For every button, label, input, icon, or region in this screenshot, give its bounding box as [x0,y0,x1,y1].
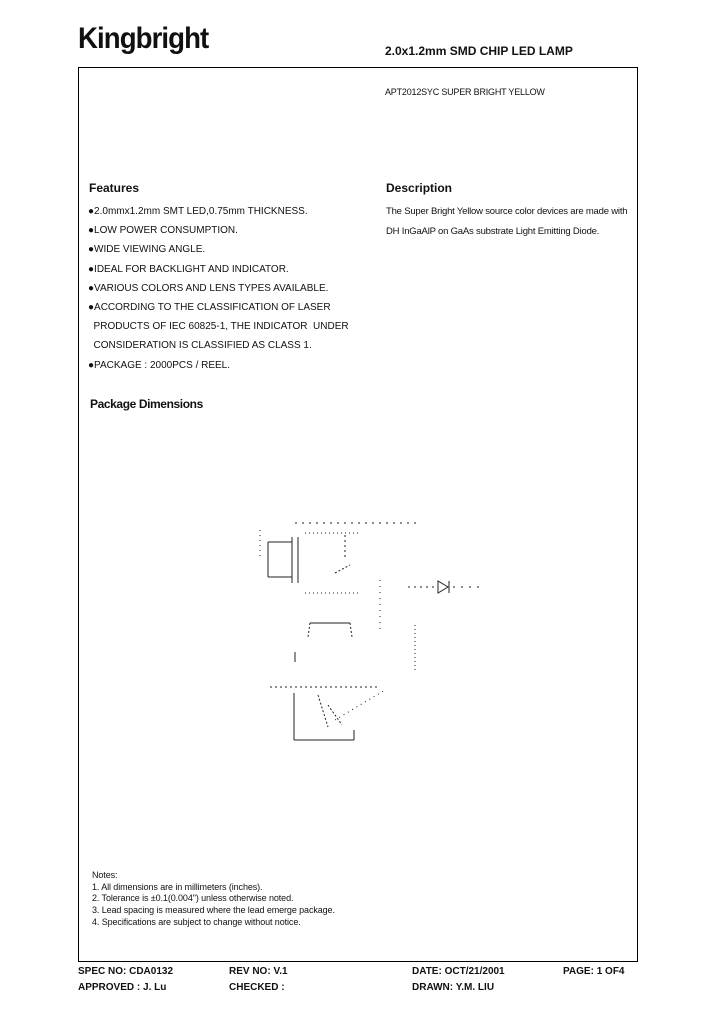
package-dimension-drawing [250,505,500,750]
description-text: The Super Bright Yellow source color devices are made with DH InGaAlP on GaAs substrate Light Emitting Diode. [386,206,628,237]
revision-number: REV NO: V.1 [229,966,288,977]
features-list [88,202,349,375]
note-item: 3. Lead spacing is measured where the lead emerge package. [92,905,335,916]
notes-heading: Notes: [92,870,118,880]
checked-by: CHECKED : [229,982,285,993]
feature-item: ●VARIOUS COLORS AND LENS TYPES AVAILABLE. [88,282,329,294]
feature-item: ●2.0mmx1.2mm SMT LED,0.75mm THICKNESS. [88,206,308,217]
drawn-by: DRAWN: Y.M. LIU [412,982,495,993]
note-item: 2. Tolerance is ±0.1(0.004") unless otherwise noted. [92,893,294,904]
page-number: PAGE: 1 OF4 [563,966,625,977]
notes [92,870,335,929]
note-item: 4. Specifications are subject to change without notice. [92,916,301,927]
feature-item: ●LOW POWER CONSUMPTION. [88,225,238,237]
feature-item: ●ACCORDING TO THE CLASSIFICATION OF LASER [88,302,331,314]
approved-by: APPROVED : J. Lu [78,982,167,993]
description-heading: Description [386,181,453,195]
feature-item: CONSIDERATION IS CLASSIFIED AS CLASS 1. [88,340,312,352]
document-title: 2.0x1.2mm SMD CHIP LED LAMP [385,44,573,58]
feature-item: ●WIDE VIEWING ANGLE. [88,244,206,256]
document-date: DATE: OCT/21/2001 [412,966,505,977]
brand-logo: Kingbright [78,22,209,55]
feature-item: PRODUCTS OF IEC 60825-1, THE INDICATOR UNDER [88,321,349,333]
part-number: APT2012SYC SUPER BRIGHT YELLOW [385,87,545,97]
package-dimensions-heading: Package Dimensions [90,397,203,411]
note-item: 1. All dimensions are in millimeters (inches). [92,881,263,892]
feature-item: ●IDEAL FOR BACKLIGHT AND INDICATOR. [88,263,289,275]
features-heading: Features [89,181,140,195]
feature-item: ●PACKAGE : 2000PCS / REEL. [88,359,231,371]
footer-divider [78,961,638,962]
spec-number: SPEC NO: CDA0132 [78,966,174,977]
